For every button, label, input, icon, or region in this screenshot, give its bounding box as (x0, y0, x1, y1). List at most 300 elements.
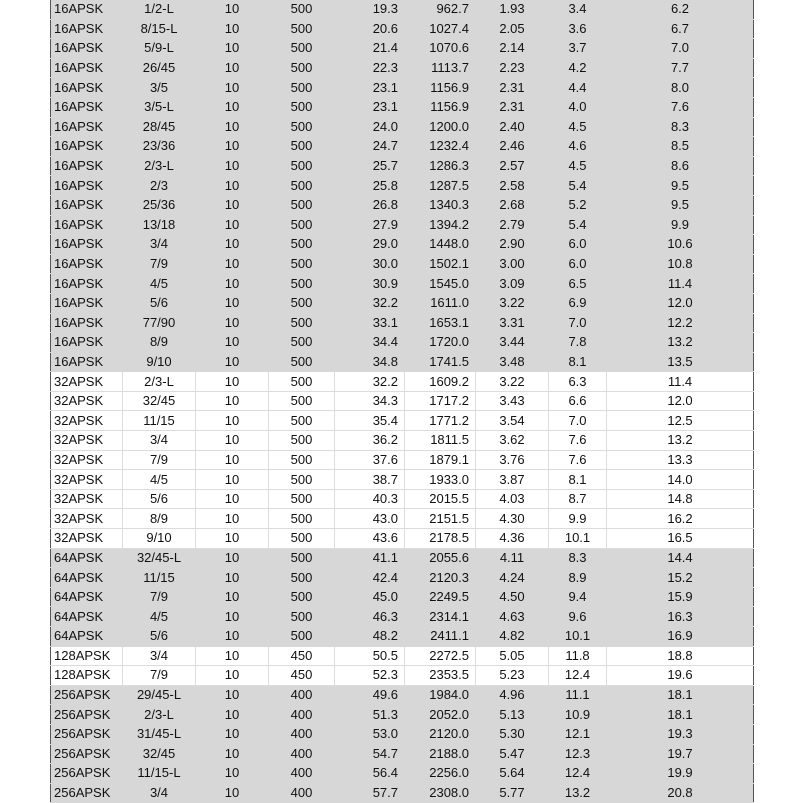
code-rate-cell: 3/5 (123, 78, 196, 98)
code-rate-cell: 2/3-L (123, 705, 196, 725)
value-cell-5: 3.22 (476, 372, 549, 392)
code-rate-cell: 3/4 (123, 431, 196, 451)
modulation-cell: 32APSK (51, 372, 123, 392)
value-cell-2: 500 (269, 431, 335, 451)
value-cell-2: 500 (269, 313, 335, 333)
value-cell-2: 500 (269, 0, 335, 19)
value-cell-4: 1156.9 (405, 78, 476, 98)
value-cell-2: 500 (269, 333, 335, 353)
value-cell-4: 1340.3 (405, 195, 476, 215)
value-cell-1: 10 (196, 764, 269, 784)
value-cell-7: 12.2 (607, 313, 754, 333)
code-rate-cell: 1/2-L (123, 0, 196, 19)
value-cell-7: 8.0 (607, 78, 754, 98)
value-cell-6: 13.2 (549, 783, 607, 803)
table-row (51, 372, 754, 392)
modulation-cell: 64APSK (51, 607, 123, 627)
value-cell-4: 1811.5 (405, 431, 476, 451)
value-cell-7: 10.6 (607, 235, 754, 255)
value-cell-6: 11.1 (549, 685, 607, 705)
value-cell-3: 19.3 (335, 0, 405, 19)
value-cell-6: 6.0 (549, 254, 607, 274)
value-cell-5: 2.57 (476, 156, 549, 176)
table-row (51, 470, 754, 490)
value-cell-3: 41.1 (335, 548, 405, 568)
table-row (51, 195, 754, 215)
value-cell-6: 12.4 (549, 764, 607, 784)
value-cell-7: 13.2 (607, 333, 754, 353)
modulation-cell: 128APSK (51, 646, 123, 666)
value-cell-3: 53.0 (335, 724, 405, 744)
value-cell-2: 500 (269, 39, 335, 59)
value-cell-1: 10 (196, 744, 269, 764)
modulation-cell: 256APSK (51, 685, 123, 705)
value-cell-7: 9.5 (607, 176, 754, 196)
value-cell-4: 1611.0 (405, 293, 476, 313)
value-cell-5: 5.23 (476, 666, 549, 686)
value-cell-4: 1741.5 (405, 352, 476, 372)
value-cell-1: 10 (196, 176, 269, 196)
value-cell-6: 5.4 (549, 215, 607, 235)
value-cell-6: 5.2 (549, 195, 607, 215)
code-rate-cell: 4/5 (123, 470, 196, 490)
value-cell-6: 4.4 (549, 78, 607, 98)
value-cell-3: 46.3 (335, 607, 405, 627)
value-cell-7: 6.7 (607, 19, 754, 39)
value-cell-4: 1879.1 (405, 450, 476, 470)
modulation-cell: 16APSK (51, 97, 123, 117)
value-cell-2: 500 (269, 509, 335, 529)
modulation-cell: 16APSK (51, 137, 123, 157)
value-cell-5: 5.13 (476, 705, 549, 725)
value-cell-1: 10 (196, 254, 269, 274)
value-cell-4: 2055.6 (405, 548, 476, 568)
value-cell-2: 500 (269, 352, 335, 372)
table-row (51, 215, 754, 235)
modulation-cell: 16APSK (51, 293, 123, 313)
table-row (51, 274, 754, 294)
modulation-cell: 32APSK (51, 431, 123, 451)
value-cell-1: 10 (196, 156, 269, 176)
value-cell-5: 5.05 (476, 646, 549, 666)
modulation-cell: 32APSK (51, 391, 123, 411)
modulation-cell: 32APSK (51, 450, 123, 470)
value-cell-3: 43.6 (335, 529, 405, 549)
value-cell-5: 5.47 (476, 744, 549, 764)
value-cell-6: 7.6 (549, 450, 607, 470)
value-cell-3: 54.7 (335, 744, 405, 764)
table-row (51, 58, 754, 78)
value-cell-6: 4.5 (549, 156, 607, 176)
code-rate-cell: 8/15-L (123, 19, 196, 39)
value-cell-5: 3.76 (476, 450, 549, 470)
value-cell-7: 13.5 (607, 352, 754, 372)
value-cell-7: 14.4 (607, 548, 754, 568)
table-row (51, 627, 754, 647)
value-cell-5: 4.36 (476, 529, 549, 549)
value-cell-7: 19.7 (607, 744, 754, 764)
value-cell-2: 500 (269, 391, 335, 411)
value-cell-3: 23.1 (335, 78, 405, 98)
value-cell-2: 500 (269, 548, 335, 568)
value-cell-7: 12.0 (607, 391, 754, 411)
value-cell-5: 4.63 (476, 607, 549, 627)
value-cell-5: 3.48 (476, 352, 549, 372)
code-rate-cell: 26/45 (123, 58, 196, 78)
value-cell-7: 10.8 (607, 254, 754, 274)
value-cell-3: 34.8 (335, 352, 405, 372)
value-cell-3: 42.4 (335, 568, 405, 588)
value-cell-4: 1545.0 (405, 274, 476, 294)
value-cell-7: 16.3 (607, 607, 754, 627)
value-cell-7: 12.0 (607, 293, 754, 313)
value-cell-6: 9.9 (549, 509, 607, 529)
modulation-cell: 32APSK (51, 529, 123, 549)
value-cell-4: 2308.0 (405, 783, 476, 803)
value-cell-6: 8.3 (549, 548, 607, 568)
value-cell-3: 24.7 (335, 137, 405, 157)
table-row (51, 97, 754, 117)
value-cell-6: 6.0 (549, 235, 607, 255)
value-cell-2: 500 (269, 195, 335, 215)
modulation-cell: 16APSK (51, 78, 123, 98)
value-cell-1: 10 (196, 313, 269, 333)
value-cell-2: 500 (269, 529, 335, 549)
value-cell-1: 10 (196, 0, 269, 19)
value-cell-5: 3.43 (476, 391, 549, 411)
value-cell-4: 2411.1 (405, 627, 476, 647)
value-cell-6: 6.6 (549, 391, 607, 411)
value-cell-1: 10 (196, 58, 269, 78)
code-rate-cell: 4/5 (123, 607, 196, 627)
table-row (51, 0, 754, 19)
value-cell-4: 2151.5 (405, 509, 476, 529)
value-cell-6: 8.9 (549, 568, 607, 588)
value-cell-1: 10 (196, 195, 269, 215)
value-cell-7: 16.9 (607, 627, 754, 647)
value-cell-4: 1609.2 (405, 372, 476, 392)
table-row (51, 19, 754, 39)
value-cell-4: 2052.0 (405, 705, 476, 725)
modulation-cell: 32APSK (51, 470, 123, 490)
modulation-cell: 16APSK (51, 156, 123, 176)
value-cell-1: 10 (196, 685, 269, 705)
modulation-cell: 16APSK (51, 19, 123, 39)
value-cell-4: 1113.7 (405, 58, 476, 78)
table-row (51, 489, 754, 509)
value-cell-2: 500 (269, 215, 335, 235)
value-cell-2: 500 (269, 372, 335, 392)
code-rate-cell: 2/3-L (123, 156, 196, 176)
code-rate-cell: 3/5-L (123, 97, 196, 117)
value-cell-7: 13.2 (607, 431, 754, 451)
value-cell-6: 4.5 (549, 117, 607, 137)
value-cell-3: 30.9 (335, 274, 405, 294)
value-cell-6: 10.1 (549, 529, 607, 549)
value-cell-1: 10 (196, 333, 269, 353)
value-cell-4: 1394.2 (405, 215, 476, 235)
value-cell-7: 8.3 (607, 117, 754, 137)
value-cell-5: 2.46 (476, 137, 549, 157)
value-cell-3: 30.0 (335, 254, 405, 274)
value-cell-5: 4.50 (476, 587, 549, 607)
table-row (51, 685, 754, 705)
value-cell-5: 4.82 (476, 627, 549, 647)
table-row (51, 744, 754, 764)
code-rate-cell: 11/15 (123, 411, 196, 431)
value-cell-5: 2.90 (476, 235, 549, 255)
value-cell-3: 48.2 (335, 627, 405, 647)
value-cell-5: 2.58 (476, 176, 549, 196)
value-cell-1: 10 (196, 215, 269, 235)
code-rate-cell: 9/10 (123, 529, 196, 549)
modulation-cell: 16APSK (51, 313, 123, 333)
code-rate-cell: 31/45-L (123, 724, 196, 744)
code-rate-cell: 32/45 (123, 391, 196, 411)
code-rate-cell: 3/4 (123, 783, 196, 803)
value-cell-5: 3.00 (476, 254, 549, 274)
value-cell-6: 12.4 (549, 666, 607, 686)
value-cell-4: 2120.3 (405, 568, 476, 588)
value-cell-4: 2188.0 (405, 744, 476, 764)
value-cell-4: 962.7 (405, 0, 476, 19)
value-cell-1: 10 (196, 666, 269, 686)
table-row (51, 137, 754, 157)
value-cell-2: 400 (269, 744, 335, 764)
code-rate-cell: 5/6 (123, 627, 196, 647)
value-cell-5: 3.62 (476, 431, 549, 451)
value-cell-6: 7.0 (549, 313, 607, 333)
value-cell-6: 7.0 (549, 411, 607, 431)
value-cell-5: 2.14 (476, 39, 549, 59)
value-cell-4: 1156.9 (405, 97, 476, 117)
value-cell-3: 56.4 (335, 764, 405, 784)
modulation-cell: 64APSK (51, 548, 123, 568)
value-cell-6: 8.1 (549, 352, 607, 372)
value-cell-3: 38.7 (335, 470, 405, 490)
value-cell-4: 2249.5 (405, 587, 476, 607)
table-row (51, 724, 754, 744)
value-cell-7: 8.5 (607, 137, 754, 157)
value-cell-2: 500 (269, 235, 335, 255)
value-cell-2: 500 (269, 137, 335, 157)
code-rate-cell: 7/9 (123, 450, 196, 470)
value-cell-3: 24.0 (335, 117, 405, 137)
value-cell-5: 3.54 (476, 411, 549, 431)
value-cell-5: 2.68 (476, 195, 549, 215)
value-cell-4: 2120.0 (405, 724, 476, 744)
code-rate-cell: 9/10 (123, 352, 196, 372)
table-row (51, 293, 754, 313)
value-cell-2: 450 (269, 646, 335, 666)
modulation-cell: 32APSK (51, 411, 123, 431)
value-cell-4: 1286.3 (405, 156, 476, 176)
value-cell-1: 10 (196, 607, 269, 627)
value-cell-3: 32.2 (335, 293, 405, 313)
value-cell-1: 10 (196, 19, 269, 39)
value-cell-1: 10 (196, 529, 269, 549)
value-cell-7: 16.5 (607, 529, 754, 549)
value-cell-6: 9.6 (549, 607, 607, 627)
value-cell-1: 10 (196, 489, 269, 509)
value-cell-5: 2.31 (476, 78, 549, 98)
table-row (51, 313, 754, 333)
modulation-cell: 16APSK (51, 195, 123, 215)
value-cell-1: 10 (196, 411, 269, 431)
modulation-cell: 16APSK (51, 58, 123, 78)
table-row (51, 764, 754, 784)
value-cell-2: 400 (269, 685, 335, 705)
modulation-cell: 16APSK (51, 39, 123, 59)
table-row (51, 39, 754, 59)
code-rate-cell: 5/6 (123, 489, 196, 509)
value-cell-2: 500 (269, 450, 335, 470)
value-cell-6: 11.8 (549, 646, 607, 666)
value-cell-2: 500 (269, 156, 335, 176)
value-cell-6: 4.2 (549, 58, 607, 78)
value-cell-1: 10 (196, 293, 269, 313)
table-row (51, 235, 754, 255)
modulation-cell: 256APSK (51, 744, 123, 764)
value-cell-1: 10 (196, 705, 269, 725)
value-cell-1: 10 (196, 97, 269, 117)
value-cell-1: 10 (196, 391, 269, 411)
value-cell-7: 8.6 (607, 156, 754, 176)
modulation-cell: 16APSK (51, 352, 123, 372)
table-row (51, 509, 754, 529)
code-rate-cell: 11/15 (123, 568, 196, 588)
value-cell-2: 400 (269, 705, 335, 725)
value-cell-2: 500 (269, 254, 335, 274)
modulation-cell: 64APSK (51, 627, 123, 647)
value-cell-2: 400 (269, 764, 335, 784)
value-cell-4: 1933.0 (405, 470, 476, 490)
value-cell-5: 2.23 (476, 58, 549, 78)
value-cell-6: 4.0 (549, 97, 607, 117)
value-cell-5: 2.40 (476, 117, 549, 137)
value-cell-1: 10 (196, 117, 269, 137)
modulation-cell: 16APSK (51, 176, 123, 196)
value-cell-7: 16.2 (607, 509, 754, 529)
table-row (51, 450, 754, 470)
value-cell-3: 49.6 (335, 685, 405, 705)
value-cell-5: 3.31 (476, 313, 549, 333)
value-cell-7: 20.8 (607, 783, 754, 803)
value-cell-2: 500 (269, 274, 335, 294)
table-row (51, 548, 754, 568)
value-cell-4: 1232.4 (405, 137, 476, 157)
code-rate-cell: 28/45 (123, 117, 196, 137)
value-cell-4: 2178.5 (405, 529, 476, 549)
modulation-cell: 256APSK (51, 724, 123, 744)
code-rate-cell: 2/3-L (123, 372, 196, 392)
value-cell-2: 500 (269, 470, 335, 490)
value-cell-1: 10 (196, 431, 269, 451)
value-cell-7: 19.6 (607, 666, 754, 686)
table-row (51, 666, 754, 686)
code-rate-cell: 3/4 (123, 235, 196, 255)
value-cell-1: 10 (196, 39, 269, 59)
value-cell-2: 500 (269, 627, 335, 647)
code-rate-cell: 29/45-L (123, 685, 196, 705)
value-cell-6: 12.1 (549, 724, 607, 744)
value-cell-7: 18.8 (607, 646, 754, 666)
value-cell-3: 52.3 (335, 666, 405, 686)
modulation-cell: 16APSK (51, 117, 123, 137)
value-cell-1: 10 (196, 627, 269, 647)
value-cell-5: 5.77 (476, 783, 549, 803)
value-cell-7: 14.0 (607, 470, 754, 490)
value-cell-1: 10 (196, 78, 269, 98)
value-cell-7: 12.5 (607, 411, 754, 431)
value-cell-5: 2.05 (476, 19, 549, 39)
value-cell-4: 2314.1 (405, 607, 476, 627)
table-row (51, 529, 754, 549)
value-cell-5: 3.09 (476, 274, 549, 294)
value-cell-5: 4.30 (476, 509, 549, 529)
value-cell-5: 5.30 (476, 724, 549, 744)
code-rate-cell: 77/90 (123, 313, 196, 333)
code-rate-cell: 7/9 (123, 587, 196, 607)
value-cell-6: 5.4 (549, 176, 607, 196)
value-cell-3: 29.0 (335, 235, 405, 255)
value-cell-3: 26.8 (335, 195, 405, 215)
value-cell-5: 5.64 (476, 764, 549, 784)
value-cell-1: 10 (196, 352, 269, 372)
value-cell-1: 10 (196, 137, 269, 157)
value-cell-3: 50.5 (335, 646, 405, 666)
value-cell-7: 11.4 (607, 372, 754, 392)
modulation-cell: 16APSK (51, 254, 123, 274)
value-cell-4: 1200.0 (405, 117, 476, 137)
table-row (51, 411, 754, 431)
value-cell-3: 43.0 (335, 509, 405, 529)
value-cell-5: 4.03 (476, 489, 549, 509)
table-row (51, 705, 754, 725)
value-cell-3: 20.6 (335, 19, 405, 39)
table-row (51, 568, 754, 588)
modulation-cell: 64APSK (51, 587, 123, 607)
value-cell-4: 2353.5 (405, 666, 476, 686)
value-cell-1: 10 (196, 274, 269, 294)
value-cell-4: 1984.0 (405, 685, 476, 705)
value-cell-1: 10 (196, 235, 269, 255)
value-cell-7: 15.9 (607, 587, 754, 607)
value-cell-6: 3.4 (549, 0, 607, 19)
value-cell-7: 19.9 (607, 764, 754, 784)
value-cell-6: 8.1 (549, 470, 607, 490)
table-row (51, 587, 754, 607)
value-cell-3: 34.4 (335, 333, 405, 353)
value-cell-3: 33.1 (335, 313, 405, 333)
value-cell-7: 15.2 (607, 568, 754, 588)
value-cell-4: 1027.4 (405, 19, 476, 39)
value-cell-7: 7.6 (607, 97, 754, 117)
value-cell-2: 500 (269, 293, 335, 313)
value-cell-4: 1720.0 (405, 333, 476, 353)
value-cell-2: 500 (269, 607, 335, 627)
modulation-cell: 16APSK (51, 235, 123, 255)
value-cell-4: 1448.0 (405, 235, 476, 255)
value-cell-7: 18.1 (607, 705, 754, 725)
modulation-cell: 32APSK (51, 489, 123, 509)
code-rate-cell: 11/15-L (123, 764, 196, 784)
value-cell-3: 27.9 (335, 215, 405, 235)
value-cell-3: 37.6 (335, 450, 405, 470)
code-rate-cell: 23/36 (123, 137, 196, 157)
code-rate-cell: 7/9 (123, 666, 196, 686)
value-cell-2: 500 (269, 587, 335, 607)
